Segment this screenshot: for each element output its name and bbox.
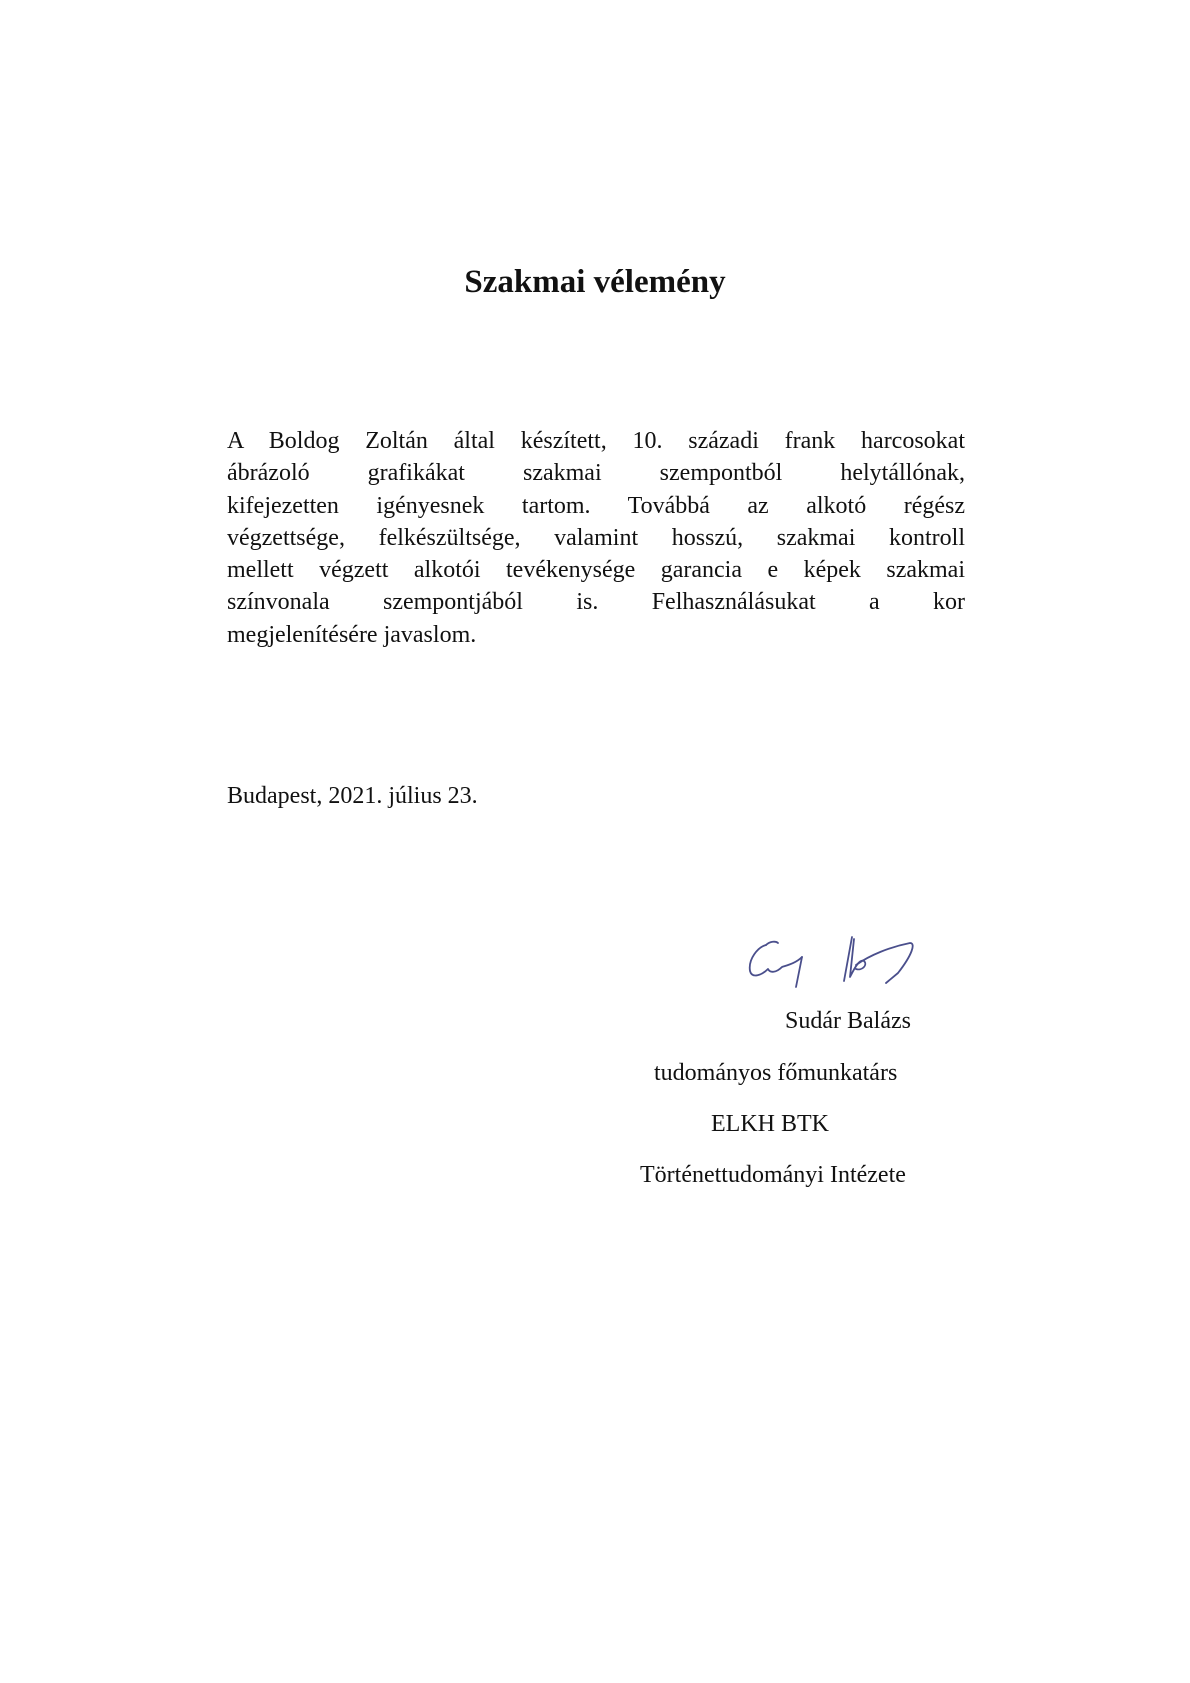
signatory-name: Sudár Balázs <box>785 1008 911 1034</box>
handwritten-signature-icon <box>740 925 960 995</box>
document-title: Szakmai vélemény <box>464 264 726 300</box>
paragraph-line: kifejezetten igényesnek tartom. Továbbá az alkotó régész <box>227 492 965 519</box>
paragraph-line: színvonala szempontjából is. Felhasználásukat a kor <box>227 589 965 616</box>
paragraph-line: mellett végzett alkotói tevékenysége garancia e képek szakmai <box>227 557 965 584</box>
paragraph-line: A Boldog Zoltán által készített, 10. századi frank harcosokat <box>227 428 965 454</box>
signatory-institute: Történettudományi Intézete <box>640 1162 906 1188</box>
signatory-organization: ELKH BTK <box>711 1111 829 1137</box>
paragraph-line: ábrázoló grafikákat szakmai szempontból helytállónak, <box>227 460 965 487</box>
place-and-date: Budapest, 2021. július 23. <box>227 783 478 809</box>
paragraph-line: megjelenítésére javaslom. <box>227 621 477 648</box>
paragraph-line: végzettsége, felkészültsége, valamint hosszú, szakmai kontroll <box>227 524 965 551</box>
signatory-position: tudományos főmunkatárs <box>654 1060 898 1086</box>
opinion-paragraph <box>227 425 965 651</box>
